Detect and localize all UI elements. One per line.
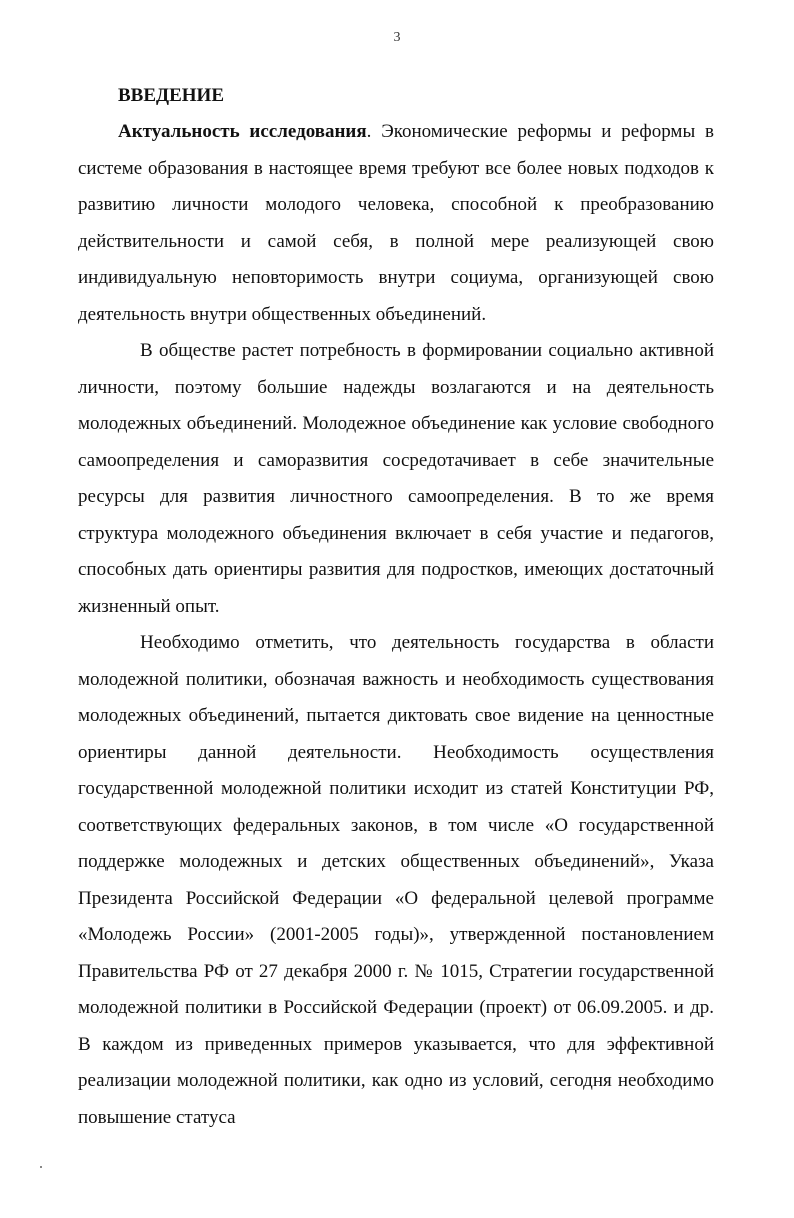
document-body: [78, 82, 714, 1136]
paragraph-state-policy: Необходимо отметить, что деятельность государства в области молодежной политики, обозначая важность и необходимость существования молодежных объединений, пытается диктовать свое видение на ценностные ориентиры данной деятельности. Необходимость осуществления государственной молодежной политики исходит из статей Конституции РФ, соответствующих федеральных законов, в том числе «О государственной поддержке молодежных и детских общественных объединений», Указа Президента Российской Федерации «О федеральной целевой программе «Молодежь России» (2001-2005 годы)», утвержденной постановлением Правительства РФ от 27 декабря 2000 г. № 1015, Стратегии государственной молодежной политики в Российской Федерации (проект) от 06.09.2005. и др. В каждом из приведенных примеров указывается, что для эффективной реализации молодежной политики, как одно из условий, сегодня необходимо повышение статуса: [78, 632, 714, 1128]
page-number: 3: [393, 30, 401, 45]
section-heading: ВВЕДЕНИЕ: [118, 85, 224, 106]
paragraph-society-need: В обществе растет потребность в формировании социально активной личности, поэтому большие надежды возлагаются и на деятельность молодежных объединений. Молодежное объединение как условие свободного самоопределения и саморазвития сосредотачивает в себе значительные ресурсы для развития личностного самоопределения. В то же время структура молодежного объединения включает в себя участие и педагогов, способных дать ориентиры развития для подростков, имеющих достаточный жизненный опыт.: [78, 340, 714, 617]
paragraph-relevance-text: . Экономические реформы и реформы в системе образования в настоящее время требуют все более новых подходов к развитию личности молодого человека, способной к преобразованию действительности и самой себя, в полной мере реализующей свою индивидуальную неповторимость внутри социума, организующей свою деятельность внутри общественных объединений.: [78, 121, 714, 325]
scan-speck: [40, 1166, 42, 1168]
paragraph-lead-term: Актуальность исследования: [118, 121, 367, 142]
paragraph-relevance: [78, 114, 714, 333]
